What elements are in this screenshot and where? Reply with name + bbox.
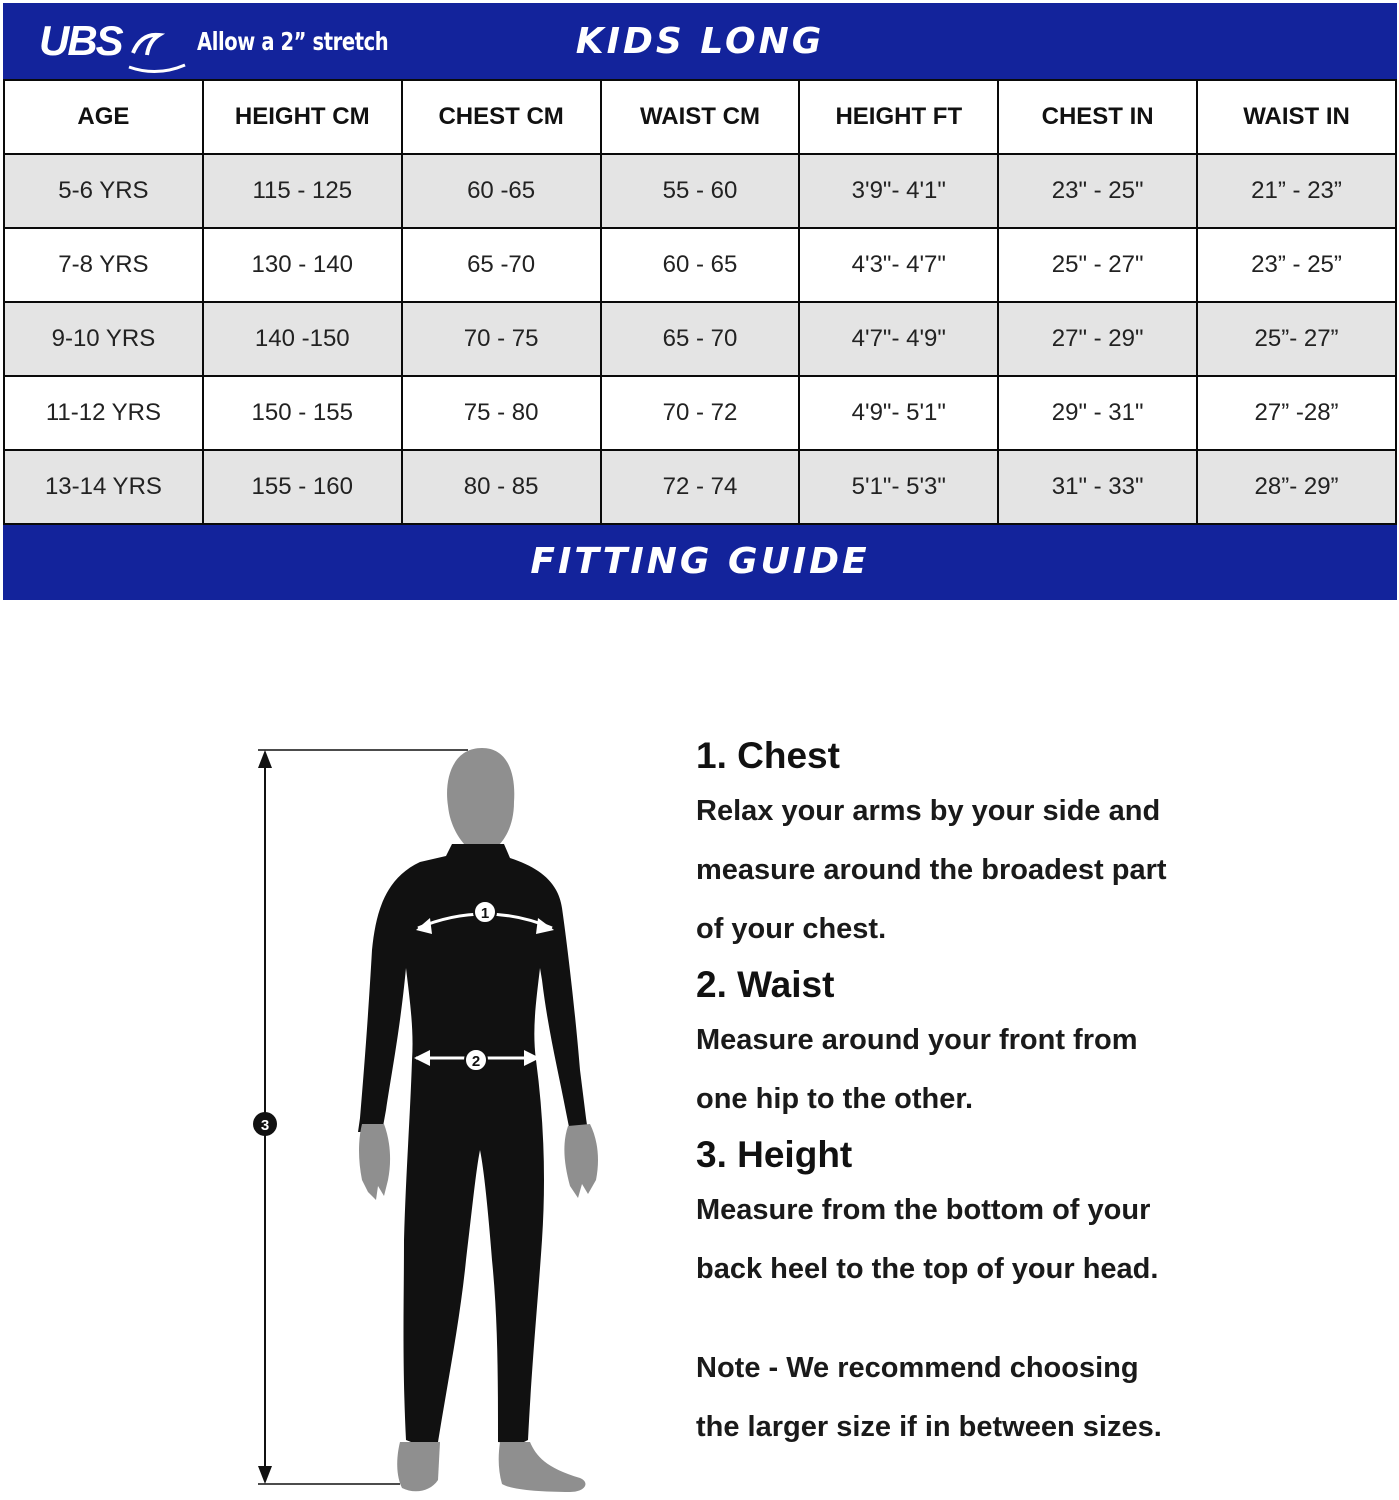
table-cell: 60 - 65: [601, 228, 800, 302]
table-header-row: [4, 80, 1396, 154]
height-text-line: back heel to the top of your head.: [696, 1253, 1159, 1285]
table-cell: 4'3"- 4'7": [799, 228, 998, 302]
table-cell: 4'9"- 5'1": [799, 376, 998, 450]
table-cell: 29" - 31": [998, 376, 1197, 450]
chest-text-line: of your chest.: [696, 913, 887, 945]
table-cell: 13-14 YRS: [4, 450, 203, 524]
wetsuit-body-icon: [358, 844, 588, 1444]
chest-marker-label: 1: [480, 905, 490, 922]
table-cell: 21” - 23”: [1197, 154, 1396, 228]
chart-header: [3, 3, 1397, 79]
left-hand-icon: [359, 1124, 390, 1200]
size-table: [3, 79, 1397, 525]
height-text-line: Measure from the bottom of your: [696, 1194, 1151, 1226]
chart-title: KIDS LONG: [575, 21, 825, 62]
table-cell: 70 - 72: [601, 376, 800, 450]
table-cell: 75 - 80: [402, 376, 601, 450]
table-cell: 60 -65: [402, 154, 601, 228]
fitting-guide-title: FITTING GUIDE: [530, 541, 870, 582]
table-cell: 27” -28”: [1197, 376, 1396, 450]
table-cell: 80 - 85: [402, 450, 601, 524]
right-foot-icon: [499, 1442, 586, 1492]
table-row: [4, 376, 1396, 450]
table-row: [4, 228, 1396, 302]
table-cell: 4'7"- 4'9": [799, 302, 998, 376]
table-row: [4, 450, 1396, 524]
column-header: WAIST IN: [1197, 80, 1396, 154]
table-cell: 9-10 YRS: [4, 302, 203, 376]
brand-logo-text: UBS: [39, 17, 122, 64]
table-cell: 7-8 YRS: [4, 228, 203, 302]
stretch-note: Allow a 2” stretch: [197, 27, 389, 56]
head-icon: [447, 748, 514, 858]
table-cell: 72 - 74: [601, 450, 800, 524]
table-cell: 11-12 YRS: [4, 376, 203, 450]
table-cell: 70 - 75: [402, 302, 601, 376]
height-marker-label: 3: [260, 1117, 270, 1134]
table-cell: 5'1"- 5'3": [799, 450, 998, 524]
chest-text-line: Relax your arms by your side and: [696, 795, 1161, 827]
table-cell: 55 - 60: [601, 154, 800, 228]
fitting-instructions: [696, 730, 1376, 1457]
waist-heading: 2. Waist: [696, 964, 835, 1005]
height-arrow-down-icon: [258, 1466, 272, 1484]
table-cell: 115 - 125: [203, 154, 402, 228]
column-header: CHEST IN: [998, 80, 1197, 154]
note-text-line: Note - We recommend choosing: [696, 1352, 1139, 1384]
height-heading: 3. Height: [696, 1134, 853, 1175]
note-text-line: the larger size if in between sizes.: [696, 1411, 1162, 1443]
waist-text-line: Measure around your front from: [696, 1024, 1138, 1056]
table-cell: 65 - 70: [601, 302, 800, 376]
table-cell: 155 - 160: [203, 450, 402, 524]
size-chart: [3, 3, 1397, 600]
column-header: HEIGHT FT: [799, 80, 998, 154]
table-cell: 28”- 29”: [1197, 450, 1396, 524]
table-cell: 65 -70: [402, 228, 601, 302]
table-cell: 25" - 27": [998, 228, 1197, 302]
table-cell: 140 -150: [203, 302, 402, 376]
table-cell: 23" - 25": [998, 154, 1197, 228]
height-arrow-up-icon: [258, 750, 272, 768]
right-hand-icon: [564, 1124, 598, 1198]
waist-marker-label: 2: [471, 1053, 481, 1070]
table-row: [4, 154, 1396, 228]
table-cell: 5-6 YRS: [4, 154, 203, 228]
chest-heading: 1. Chest: [696, 735, 840, 776]
column-header: HEIGHT CM: [203, 80, 402, 154]
table-cell: 31" - 33": [998, 450, 1197, 524]
column-header: CHEST CM: [402, 80, 601, 154]
table-cell: 25”- 27”: [1197, 302, 1396, 376]
wetsuit-figure: [240, 740, 620, 1500]
table-cell: 3'9"- 4'1": [799, 154, 998, 228]
chest-text-line: measure around the broadest part: [696, 854, 1167, 886]
waist-text-line: one hip to the other.: [696, 1083, 974, 1115]
left-foot-icon: [397, 1442, 440, 1491]
column-header: WAIST CM: [601, 80, 800, 154]
table-row: [4, 302, 1396, 376]
table-cell: 23” - 25”: [1197, 228, 1396, 302]
table-cell: 130 - 140: [203, 228, 402, 302]
table-cell: 27" - 29": [998, 302, 1197, 376]
table-cell: 150 - 155: [203, 376, 402, 450]
column-header: AGE: [4, 80, 203, 154]
